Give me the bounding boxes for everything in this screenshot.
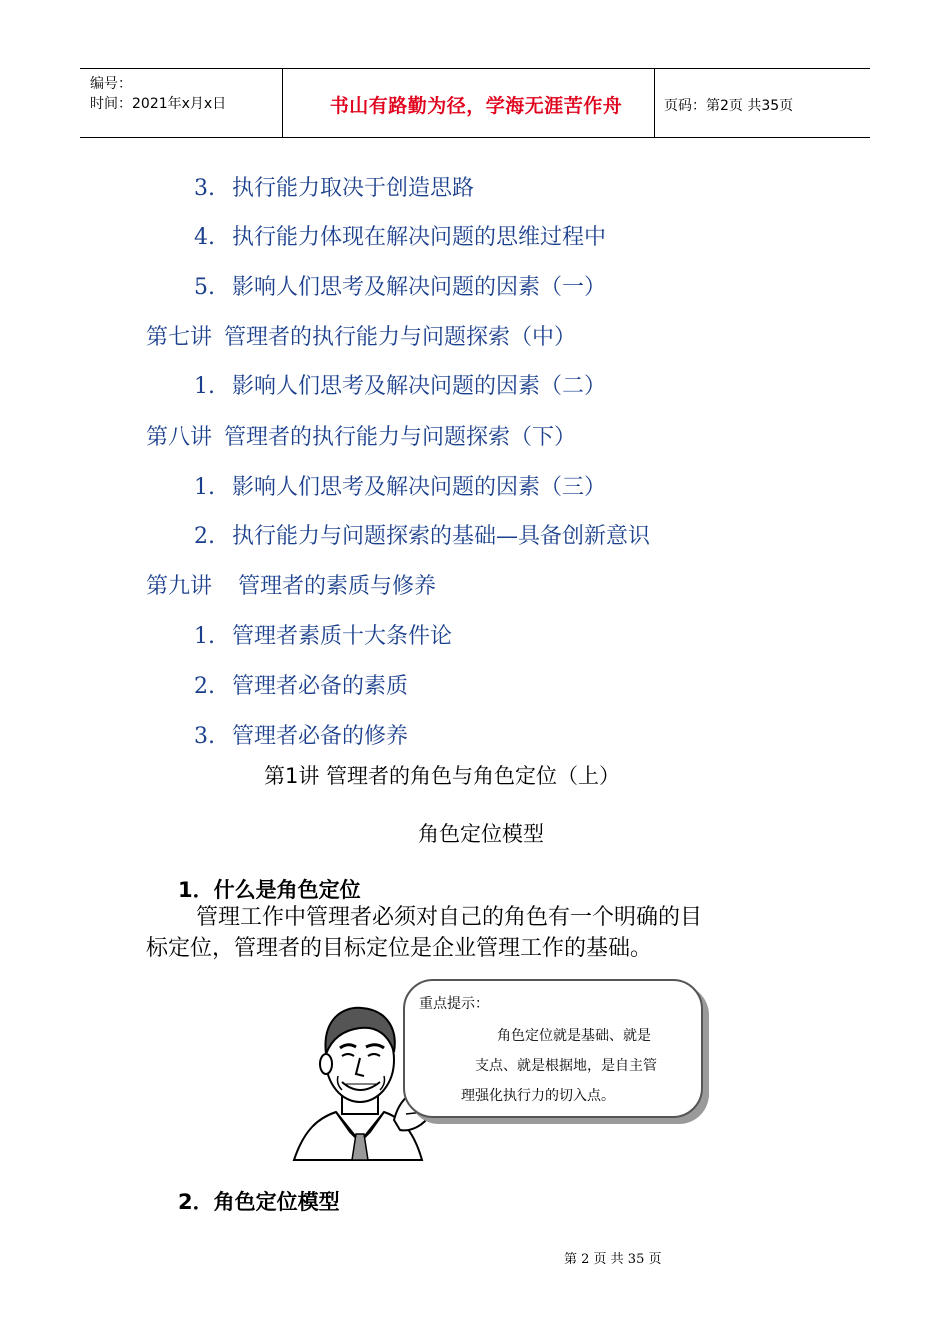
toc-item: 3. 执行能力取决于创造思路 [194,176,475,201]
callout-label: 重点提示： [419,996,489,1012]
model-title: 角色定位模型 [418,822,544,846]
document-code-label: 编号： [90,76,132,92]
section-heading: 1．什么是角色定位 [178,878,361,902]
toc-item: 5. 影响人们思考及解决问题的因素（一） [194,275,607,300]
toc-item: 1. 影响人们思考及解决问题的因素（二） [194,374,607,399]
paragraph-line: 管理工作中管理者必须对自己的角色有一个明确的目 [196,905,703,930]
page-header [80,68,870,138]
callout-text-line: 理强化执行力的切入点。 [461,1088,615,1104]
page-footer: 第 2 页 共 35 页 [564,1252,662,1267]
toc-lecture-heading: 第七讲 管理者的执行能力与问题探索（中） [146,325,577,350]
toc-item: 4. 执行能力体现在解决问题的思维过程中 [194,225,607,250]
toc-item: 3. 管理者必备的修养 [194,724,409,749]
key-point-callout [403,979,703,1118]
lecture-title: 第1讲 管理者的角色与角色定位（上） [264,764,621,788]
section-heading: 2．角色定位模型 [178,1190,340,1214]
header-page-info: 页码：第2页 共35页 [664,98,794,114]
toc-item: 1. 管理者素质十大条件论 [194,624,453,649]
toc-lecture-heading: 第九讲 管理者的素质与修养 [146,574,437,599]
document-time-label: 时间：2021年x月x日 [90,96,227,112]
callout-text-line: 支点、就是根据地，是自主管 [475,1058,657,1074]
toc-item: 2. 管理者必备的素质 [194,674,409,699]
header-divider-right [654,69,655,137]
header-motto: 书山有路勤为径，学海无涯苦作舟 [329,95,623,117]
toc-lecture-heading: 第八讲 管理者的执行能力与问题探索（下） [146,425,577,450]
toc-item: 2. 执行能力与问题探索的基础—具备创新意识 [194,524,651,549]
callout-text-line: 角色定位就是基础、就是 [497,1028,651,1044]
header-divider-left [282,69,283,137]
toc-item: 1. 影响人们思考及解决问题的因素（三） [194,475,607,500]
paragraph-line: 标定位，管理者的目标定位是企业管理工作的基础。 [146,936,653,961]
